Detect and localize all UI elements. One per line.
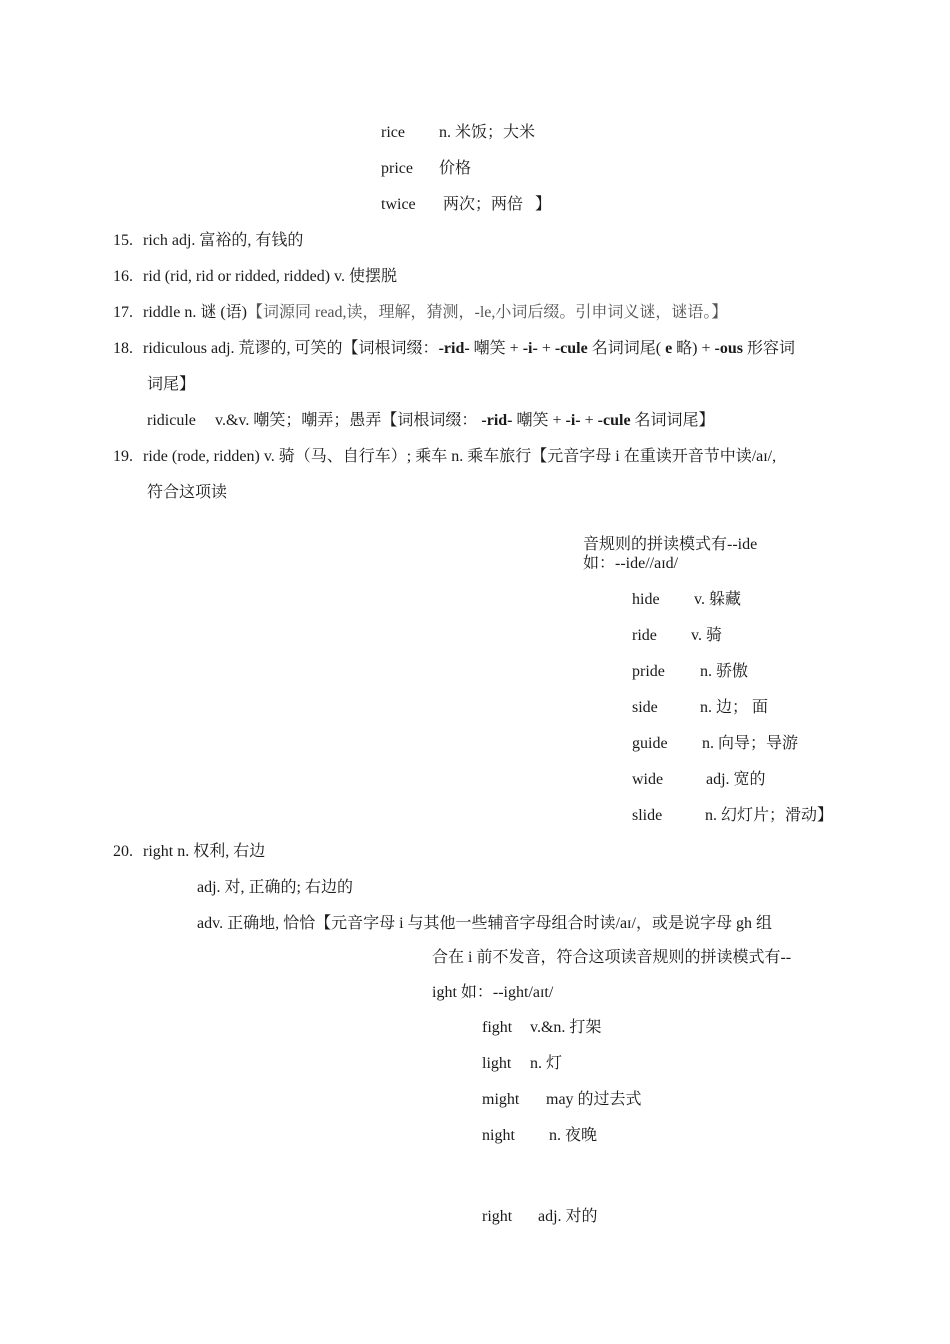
entry-number: 19. [113, 448, 133, 465]
root-i: -i- [565, 412, 581, 429]
example-word: side [632, 699, 658, 716]
root-e: e [665, 340, 673, 357]
entry-19 [113, 447, 776, 467]
entry-number: 20. [113, 843, 133, 860]
example-def: 价格 [439, 160, 472, 177]
example-def: n. 米饭；大米 [439, 124, 536, 141]
entry-20-adj [197, 878, 353, 898]
closing-bracket: 】 [535, 196, 552, 213]
entry-18 [113, 339, 795, 359]
entry-20-adv [197, 914, 772, 934]
example-rice [381, 123, 535, 143]
root-gloss: 嘲笑 + [512, 412, 566, 429]
example-def: n. 夜晚 [549, 1127, 598, 1144]
root-i: -i- [522, 340, 538, 357]
plus: + [580, 412, 598, 429]
entry-text: ride (rode, ridden) v. 骑（马、自行车）; 乘车 n. 乘车旅行【元音字母 i 在重读开音节中读/aɪ/, [143, 448, 777, 465]
example-word: rice [381, 124, 405, 141]
example-word: ride [632, 627, 657, 644]
continuation-text: 符合这项读 [147, 484, 228, 501]
example-word: fight [482, 1019, 513, 1036]
example-night [482, 1126, 597, 1146]
continuation-text: 词尾】 [147, 376, 196, 393]
example-word: guide [632, 735, 668, 752]
example-ride [632, 626, 722, 646]
etymology-note: 【词源同 read,读，理解，猜测，-le,小词后缀。引申词义谜，谜语。】 [246, 304, 728, 321]
entry-text: rid (rid, rid or ridded, ridded) v. 使摆脱 [143, 268, 398, 285]
example-fight [482, 1018, 601, 1038]
root-rid: -rid- [481, 412, 513, 429]
root-gloss: 名词词尾( [587, 340, 666, 357]
continuation-text: 合在 i 前不发音，符合这项读音规则的拼读模式有-- [432, 949, 792, 966]
example-def: v.&n. 打架 [530, 1019, 602, 1036]
example-word: light [482, 1055, 512, 1072]
entry-text: rich adj. 富裕的, 有钱的 [143, 232, 304, 249]
example-word: twice [381, 196, 416, 213]
sense-text: adj. 对, 正确的; 右边的 [197, 879, 353, 896]
example-def: n. 灯 [530, 1055, 563, 1072]
entry-20-continuation-2 [432, 983, 553, 1003]
root-cule: -cule [597, 412, 631, 429]
example-pride [632, 662, 748, 682]
root-gloss: 嘲笑 + [469, 340, 523, 357]
example-light [482, 1054, 562, 1074]
entry-18-subentry [147, 411, 715, 431]
example-word: wide [632, 771, 664, 788]
rule-text: 如：--ide//aɪd/ [583, 555, 679, 572]
example-def: adj. 对的 [538, 1208, 598, 1225]
rule-line-2 [583, 554, 678, 574]
example-def: adj. 宽的 [706, 771, 766, 788]
subentry-pos: v.&v. 嘲笑；嘲弄；愚弄 [215, 412, 382, 429]
entry-20 [113, 842, 265, 862]
root-gloss: 名词词尾】 [630, 412, 715, 429]
example-def: n. 幻灯片；滑动】 [705, 807, 834, 824]
example-def: v. 骑 [691, 627, 722, 644]
etymology-open: 【词根词缀： [342, 340, 439, 357]
example-word: slide [632, 807, 663, 824]
rule-line-1 [583, 535, 757, 555]
subentry-word: ridicule [147, 412, 196, 429]
entry-number: 15. [113, 232, 133, 249]
entry-19-continuation [147, 483, 227, 503]
example-right [482, 1207, 598, 1227]
rule-text: 音规则的拼读模式有--ide [583, 536, 758, 553]
example-side [632, 698, 768, 718]
entry-text: riddle n. 谜 (语) [143, 304, 247, 321]
root-gloss: 形容词 [742, 340, 795, 357]
example-def: n. 骄傲 [700, 663, 749, 680]
root-cule: -cule [554, 340, 588, 357]
example-word: right [482, 1208, 513, 1225]
root-gloss: 略) + [672, 340, 715, 357]
entry-head: right n. 权利, 右边 [143, 843, 266, 860]
example-wide [632, 770, 766, 790]
entry-17 [113, 303, 727, 323]
example-def: n. 边； 面 [700, 699, 769, 716]
example-word: might [482, 1091, 520, 1108]
example-word: price [381, 160, 413, 177]
example-word: pride [632, 663, 665, 680]
entry-18-continuation [147, 375, 195, 395]
entry-head: ridiculous adj. 荒谬的, 可笑的 [143, 340, 343, 357]
example-hide [632, 590, 741, 610]
plus: + [537, 340, 555, 357]
entry-number: 18. [113, 340, 133, 357]
entry-number: 17. [113, 304, 133, 321]
example-might [482, 1090, 642, 1110]
example-price [381, 159, 471, 179]
example-slide [632, 806, 833, 826]
entry-15 [113, 231, 303, 251]
entry-16 [113, 267, 397, 287]
etymology-open: 【词根词缀： [381, 412, 482, 429]
entry-20-continuation-1 [432, 948, 791, 968]
example-twice [381, 195, 551, 215]
root-ous: -ous [714, 340, 743, 357]
example-def: n. 向导；导游 [702, 735, 799, 752]
entry-number: 16. [113, 268, 133, 285]
example-guide [632, 734, 798, 754]
continuation-text: ight 如：--ight/aɪt/ [432, 984, 554, 1001]
root-rid: -rid- [438, 340, 470, 357]
example-word: night [482, 1127, 515, 1144]
sense-text: adv. 正确地, 恰恰【元音字母 i 与其他一些辅音字母组合时读/aɪ/，或是说字母 gh 组 [197, 915, 772, 932]
example-def: may 的过去式 [546, 1091, 642, 1108]
example-def: 两次；两倍 [443, 196, 524, 213]
example-def: v. 躲藏 [694, 591, 741, 608]
example-word: hide [632, 591, 660, 608]
